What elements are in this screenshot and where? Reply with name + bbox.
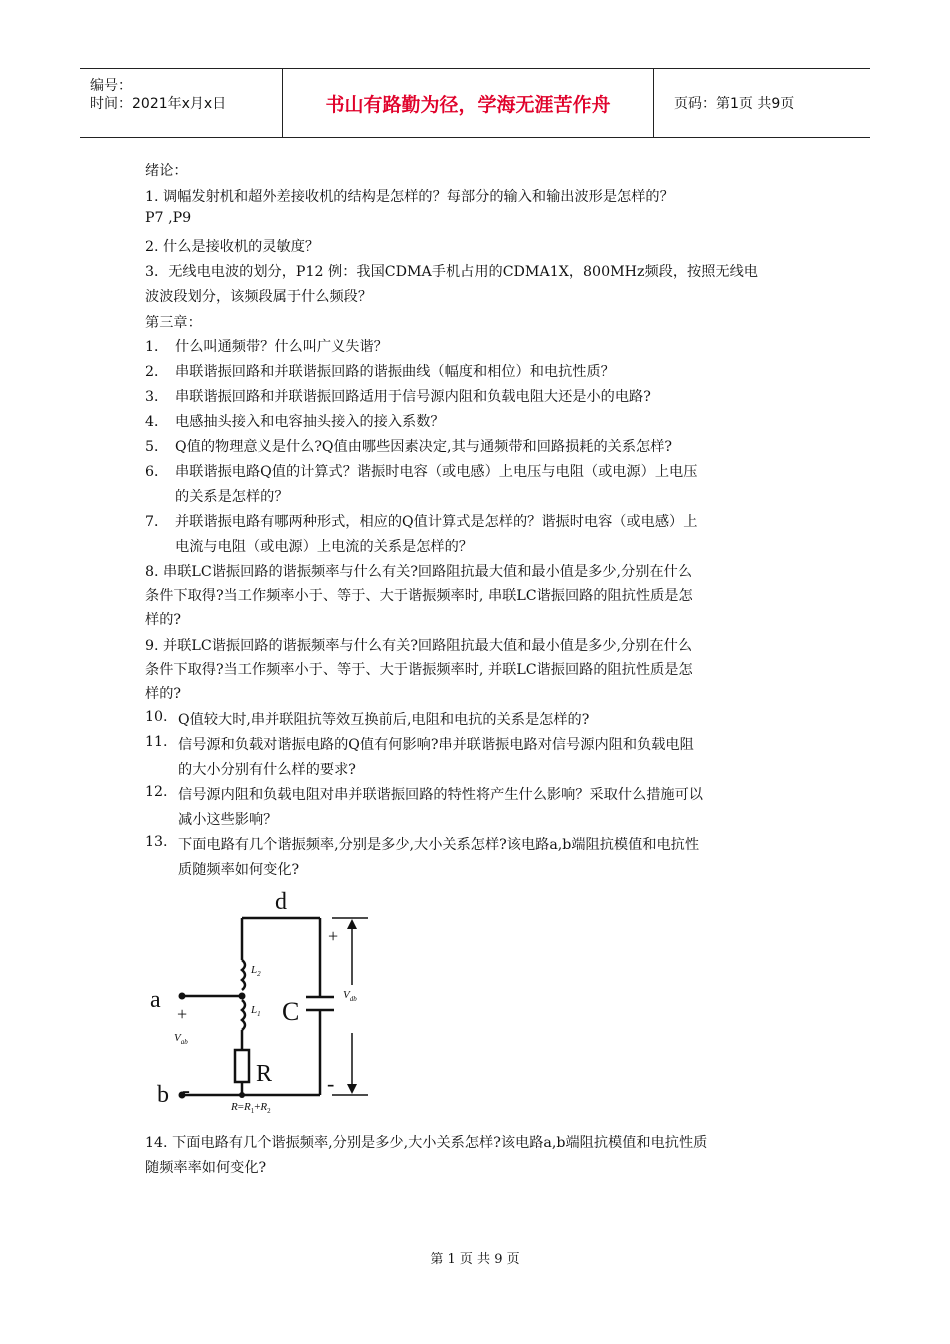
node-b-label: b (157, 1082, 169, 1108)
l1-label: $L_1$ (251, 1004, 261, 1018)
terminal-a-dot (179, 993, 186, 1000)
capacitor-label: C (282, 997, 300, 1026)
vdb-label: $V_{db}$ (343, 989, 357, 1003)
intro-title: 绪论： (145, 163, 188, 179)
inductor-l1 (242, 1000, 245, 1030)
q13-text: 下面电路有几个谐振频率,分别是多少,大小关系怎样?该电路a,b端阻抗模值和电抗性 (178, 837, 700, 853)
q11-number: 11. (145, 734, 168, 750)
r-equation-label: $R=R_1+R_2$ (231, 1101, 271, 1115)
document-header (80, 68, 870, 138)
plus-a-label: + (177, 1004, 188, 1024)
node-d-label: d (275, 889, 287, 915)
inductor-l2 (242, 960, 245, 990)
resistor-label: R (256, 1061, 273, 1087)
circuit-diagram (140, 885, 400, 1125)
q6-number: 6． (145, 464, 169, 480)
intro-question-3-cont: 波波段划分，该频段属于什么频段？ (145, 289, 373, 305)
intro-question-1-pages: P7 ,P9 (145, 210, 192, 226)
q9-text-cont-1: 条件下取得?当工作频率小于、等于、大于谐振频率时, 并联LC谐振回路的阻抗性质是怎 (145, 662, 693, 678)
q9-text-cont-2: 样的? (145, 686, 181, 702)
q12-number: 12. (145, 784, 168, 800)
intro-question-2: 2. 什么是接收机的灵敏度？ (145, 239, 320, 255)
q10-number: 10. (145, 709, 168, 725)
arrow-head-down (347, 1084, 357, 1094)
q13-number: 13. (145, 834, 168, 850)
header-motto: 书山有路勤为径，学海无涯苦作舟 (283, 69, 654, 137)
l2-label: $L_2$ (251, 964, 261, 978)
q3-text: 串联谐振回路和并联谐振回路适用于信号源内阻和负载电阻大还是小的电路? (175, 389, 651, 405)
q14-text: 14. 下面电路有几个谐振频率,分别是多少,大小关系怎样?该电路a,b端阻抗模值和电抗性质 (145, 1135, 708, 1151)
q1-text: 什么叫通频带？什么叫广义失谐？ (175, 339, 388, 355)
q1-number: 1． (145, 339, 169, 355)
q7-text-cont: 电流与电阻（或电源）上电流的关系是怎样的？ (175, 539, 473, 555)
q6-text-cont: 的关系是怎样的？ (175, 489, 289, 505)
junction-dot (239, 1092, 245, 1098)
q12-text: 信号源内阻和负载电阻对串并联谐振回路的特性将产生什么影响？采取什么措施可以 (178, 787, 703, 803)
tap-dot (239, 993, 246, 1000)
header-meta (80, 69, 283, 137)
resistor (235, 1050, 249, 1082)
circuit-wires (182, 918, 368, 1095)
intro-question-1: 1. 调幅发射机和超外差接收机的结构是怎样的？每部分的输入和输出波形是怎样的？ (145, 189, 674, 205)
minus-b-label: - (182, 1078, 190, 1104)
q4-number: 4． (145, 414, 169, 430)
q4-text: 电感抽头接入和电容抽头接入的接入系数？ (175, 414, 445, 430)
minus-c-label: - (327, 1071, 335, 1096)
header-page-info (664, 69, 870, 137)
q7-text: 并联谐振电路有哪两种形式，相应的Q值计算式是怎样的？谐振时电容（或电感）上 (175, 514, 698, 530)
q8-text-cont-2: 样的? (145, 612, 181, 628)
q7-number: 7． (145, 514, 169, 530)
vab-label: $V_{ab}$ (174, 1032, 188, 1046)
q5-number: 5． (145, 439, 169, 455)
intro-question-3: 3．无线电电波的划分，P12 例：我国CDMA手机占用的CDMA1X，800MHz频段，按照无线电 (145, 264, 758, 280)
q3-number: 3． (145, 389, 169, 405)
arrow-head-up (347, 919, 357, 929)
number-label: 编号： (90, 78, 132, 94)
q5-text: Q值的物理意义是什么?Q值由哪些因素决定,其与通频带和回路损耗的关系怎样? (175, 439, 672, 455)
q6-text: 串联谐振电路Q值的计算式？谐振时电容（或电感）上电压与电阻（或电源）上电压 (175, 464, 698, 480)
q8-text-cont-1: 条件下取得?当工作频率小于、等于、大于谐振频率时, 串联LC谐振回路的阻抗性质是怎 (145, 588, 693, 604)
node-a-label: a (150, 987, 161, 1013)
chapter3-title: 第三章： (145, 315, 202, 331)
q11-text-cont: 的大小分别有什么样的要求? (178, 762, 356, 778)
page-footer: 第 1 页 共 9 页 (430, 1252, 520, 1267)
q9-text: 9. 并联LC谐振回路的谐振频率与什么有关?回路阻抗最大值和最小值是多少,分别在什么 (145, 638, 693, 654)
q12-text-cont: 减小这些影响？ (178, 812, 278, 828)
page-info-text: 页码：第1页 共9页 (674, 96, 795, 112)
plus-c-label: + (328, 926, 339, 946)
q8-text: 8. 串联LC谐振回路的谐振频率与什么有关?回路阻抗最大值和最小值是多少,分别在什么 (145, 564, 693, 580)
time-label: 时间：2021年x月x日 (90, 96, 227, 112)
q10-text: Q值较大时,串并联阻抗等效互换前后,电阻和电抗的关系是怎样的? (178, 712, 590, 728)
q11-text: 信号源和负载对谐振电路的Q值有何影响?串并联谐振电路对信号源内阻和负载电阻 (178, 737, 694, 753)
q2-number: 2． (145, 364, 169, 380)
q13-text-cont: 质随频率如何变化? (178, 862, 300, 878)
q2-text: 串联谐振回路和并联谐振回路的谐振曲线（幅度和相位）和电抗性质？ (175, 364, 615, 380)
q14-text-cont: 随频率率如何变化? (145, 1160, 267, 1176)
